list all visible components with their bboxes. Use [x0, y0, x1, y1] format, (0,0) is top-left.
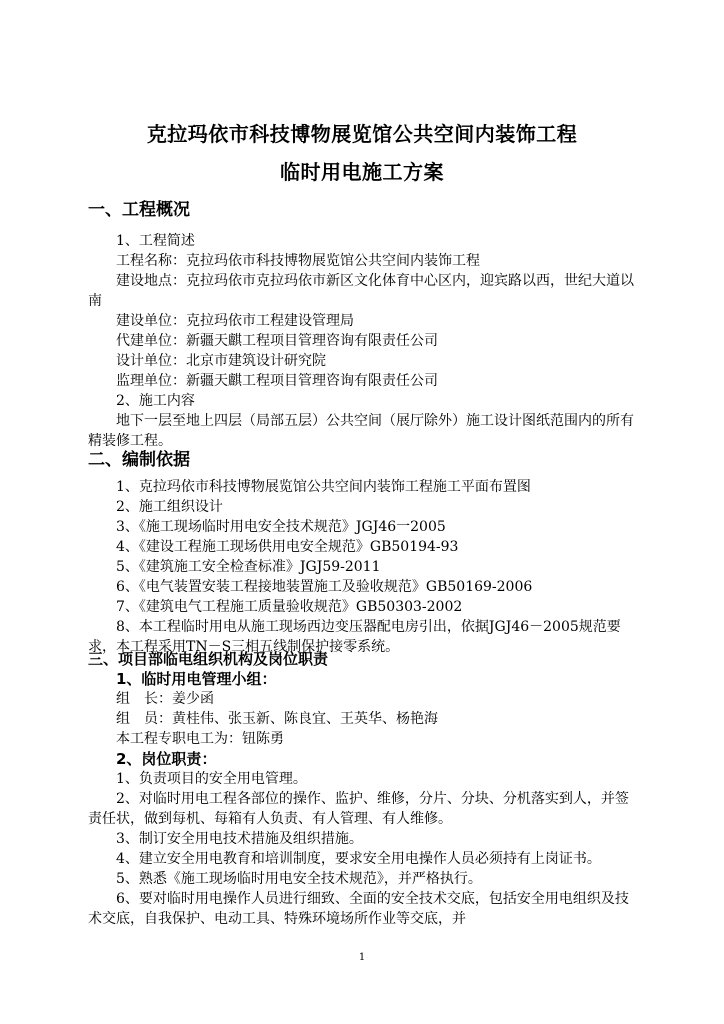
- section-overview-body: [88, 231, 636, 451]
- section-organization-body: [88, 649, 636, 929]
- page-number: 1: [358, 952, 366, 963]
- document-subtitle: 临时用电施工方案: [280, 160, 444, 184]
- section-heading-overview: 一、工程概况: [88, 200, 190, 220]
- electrician: 本工程专职电工为：钮陈勇: [116, 731, 284, 747]
- text-paragraph: 地下一层至地上四层（局部五层）公共空间（展厅除外）施工设计图纸范围内的所有精装修工程。: [88, 413, 634, 449]
- document-title: 克拉玛依市科技博物展览馆公共空间内装饰工程: [146, 122, 578, 146]
- text-line: 设计单位：北京市建筑设计研究院: [116, 353, 326, 369]
- section-heading-basis: 二、编制依据: [88, 450, 190, 470]
- duty-item: 3、制订安全用电技术措施及组织措施。: [116, 831, 363, 847]
- duty-item: 5、熟悉《施工现场临时用电安全技术规范》，并严格执行。: [116, 871, 482, 887]
- text-line: 1、工程简述: [116, 233, 195, 249]
- text-line: 1、克拉玛依市科技博物展览馆公共空间内装饰工程施工平面布置图: [116, 479, 531, 495]
- group-leader: 组 长：姜少函: [116, 691, 214, 707]
- subheading-management-group: 1、临时用电管理小组：: [116, 670, 277, 688]
- text-line: 2、施工组织设计: [116, 499, 223, 515]
- text-line: 代建单位：新疆天麒工程项目管理咨询有限责任公司: [116, 333, 438, 349]
- duty-item: 1、负责项目的安全用电管理。: [116, 771, 307, 787]
- group-members: 组 员：黄桂伟、张玉新、陈良宜、王英华、杨艳海: [116, 711, 438, 727]
- section-basis-body: [88, 477, 636, 657]
- text-line: 3、《施工现场临时用电安全技术规范》JGJ46一2005: [116, 519, 446, 535]
- text-line: 工程名称：克拉玛依市科技博物展览馆公共空间内装饰工程: [116, 253, 480, 269]
- duty-item: 6、要对临时用电操作人员进行细致、全面的安全技术交底，包括安全用电组织及技术交底，自我保护、电动工具、特殊环境场所作业等交底，并: [88, 891, 629, 927]
- text-line: 建设单位：克拉玛依市工程建设管理局: [116, 313, 354, 329]
- text-line: 2、施工内容: [116, 393, 195, 409]
- text-line: 4、《建设工程施工现场供用电安全规范》GB50194-93: [116, 539, 459, 555]
- text-line: 7、《建筑电气工程施工质量验收规范》GB50303-2002: [116, 599, 463, 615]
- duty-item: 2、对临时用电工程各部位的操作、监护、维修，分片、分块、分机落实到人，并签责任状，做到每机、每箱有人负责、有人管理、有人维修。: [88, 791, 629, 827]
- text-line: 5、《建筑施工安全检查标准》JGJ59-2011: [116, 559, 381, 575]
- section-heading-organization: 三、项目部临电组织机构及岗位职责: [88, 650, 329, 668]
- subheading-duties: 2、岗位职责：: [116, 750, 217, 768]
- text-line: 监理单位：新疆天麒工程项目管理咨询有限责任公司: [116, 373, 438, 389]
- text-line: 6、《电气装置安装工程接地装置施工及验收规范》GB50169-2006: [116, 579, 533, 595]
- text-paragraph: 8、本工程临时用电从施工现场西边变压器配电房引出，依据JGJ46－2005规范要求，本工程采用TN－S三相五线制保护接零系统。: [88, 619, 621, 655]
- text-paragraph: 建设地点：克拉玛依市克拉玛依市新区文化体育中心区内，迎宾路以西，世纪大道以南: [88, 273, 634, 309]
- duty-item: 4、建立安全用电教育和培训制度，要求安全用电操作人员必须持有上岗证书。: [116, 851, 601, 867]
